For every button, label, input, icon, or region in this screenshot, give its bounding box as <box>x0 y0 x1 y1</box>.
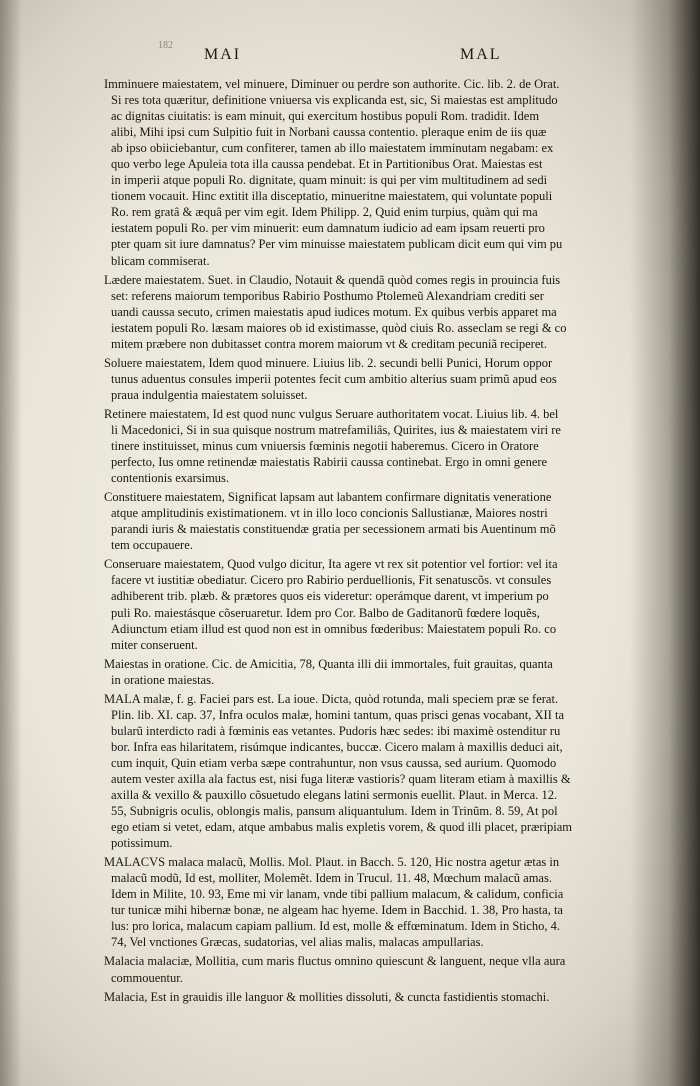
dictionary-entry-soluere <box>104 355 639 403</box>
entry-line: facere vt iustitiæ obediatur. Cicero pro Rabirio perduellionis, Fit senatuscõs. vt consules <box>111 573 552 588</box>
entry-line: atque amplitudinis existimationem. vt in illo loco concionis Sallustianæ, Maiores nostri <box>111 506 548 521</box>
entry-line: uandi caussa secuto, crimen maiestatis apud iudices motum. Ex quibus verbis apparet ma <box>111 304 557 319</box>
entry-line: li Macedonici, Si in sua quisque nostrum matrefamiliâs, Quirites, ius & maiestatem viri re <box>111 422 561 437</box>
entry-line: malacũ modũ, Id est, molliter, Molemẽt. Idem in Trucul. 11. 48, Mœchum malacũ amas. <box>111 871 552 886</box>
entry-line: Malacia, Est in grauidis ille languor & mollities dissoluti, & cuncta fastidientis stomachi. <box>104 989 550 1004</box>
entry-line: Ro. rem gratâ & æquâ per vim egit. Idem Philipp. 2, Quid enim turpius, quàm qui ma <box>111 205 538 220</box>
entry-line: Maiestas in oratione. Cic. de Amicitia, 78, Quanta illi dii immortales, fuit grauitas, quanta <box>104 656 553 671</box>
entry-line: perfecto, Ius omne retinendæ maiestatis Rabirii caussa continebat. Ergo in omni genere <box>111 455 548 470</box>
entry-line: in oratione maiestas. <box>111 672 215 687</box>
dictionary-entry-mala <box>104 691 639 851</box>
entry-line: ac dignitas ciuitatis: is eam minuit, qui exercitum hostibus populi Rom. tradidit. Idem <box>111 109 540 124</box>
entry-line: tur tunicæ mihi hibernæ bonæ, ne algeam hac hyeme. Idem in Bacchid. 1. 38, Pro hasta, ta <box>111 903 563 918</box>
entry-line: MALA malæ, f. g. Faciei pars est. La ioue. Dicta, quòd rotunda, mali speciem præ se ferat. <box>104 691 559 706</box>
entry-line: MALACVS malaca malacũ, Mollis. Mol. Plaut. in Bacch. 5. 120, Hic nostra agetur ætas in <box>104 855 560 870</box>
entry-line: tunus aduentus consules imperii potentes fecit cum ambitio alterius suam primũ apud eos <box>111 371 557 386</box>
dictionary-entry-laedere <box>104 272 639 352</box>
entry-line: quo verbo lege Apuleia tota illa caussa pendebat. Et in Partitionibus Orat. Maiestas est <box>111 157 543 172</box>
entry-line: tem occupauere. <box>111 538 193 553</box>
binding-gutter-shadow <box>630 0 700 1086</box>
entry-line: Plin. lib. XI. cap. 37, Infra oculos malæ, homini tantum, quas prisci genas vocabant, XII ta <box>111 707 565 722</box>
dictionary-entry-malacia-2 <box>104 989 639 1005</box>
entry-line: Soluere maiestatem, Idem quod minuere. Liuius lib. 2. secundi belli Punici, Horum oppor <box>104 355 553 370</box>
page-edge-shadow <box>0 0 22 1086</box>
entry-line: potissimum. <box>111 836 173 851</box>
entry-line: 55, Subnigris oculis, oblongis malis, pansum aliquantulum. Idem in Trinũm. 8. 59, At pol <box>111 804 558 819</box>
dictionary-entry-retinere <box>104 406 639 486</box>
dictionary-entry-conseruare <box>104 556 639 652</box>
dictionary-entry-malacus <box>104 854 639 950</box>
entry-line: Si res tota quæritur, definitione vniuersa vis explicanda est, sic, Si maiestas est amplitudo <box>111 93 558 108</box>
entry-line: mitem præbere non dubitasset contra morem maiorum vt & creditam pecuniã reciperet. <box>111 336 547 351</box>
dictionary-entry-imminuere <box>104 76 639 269</box>
entry-line: puli Ro. maiestásque cõseruaretur. Idem pro Cor. Balbo de Gaditanorũ fœdere loquẽs, <box>111 605 540 620</box>
header-left-word: MAI <box>204 46 242 63</box>
entry-line: cum inquit, Quin etiam verba sæpe contrahuntur, non vsus caussa, sed aurium. Quomodo <box>111 755 557 770</box>
entry-line: in imperii atque populi Ro. dignitate, quam minuit: is qui per vim multitudinem ad sedi <box>111 173 548 188</box>
entry-line: bularũ interdicto radi à fœminis eas vetantes. Pudoris hæc sedes: ibi maximè ostenditur ru <box>111 723 561 738</box>
entry-line: tionem vocauit. Hinc extitit illa disceptatio, minueritne maiestatem, qui voluntate populi <box>111 189 553 204</box>
entry-line: Adiunctum etiam illud est quod non est in omnibus fœderibus: Maiestatem populi Ro. co <box>111 621 557 636</box>
entry-line: lus: pro lorica, malacum capiam pallium. Id est, molle & effœminatum. Idem in Sticho, 4. <box>111 919 560 934</box>
entry-line: pter quam sit iure damnatus? Per vim minuisse maiestatem publicam dicit eum qui vim pu <box>111 237 563 252</box>
entry-line: alibi, Mihi ipsi cum Sulpitio fuit in Norbani caussa contentio. pleraque enim de iis quæ <box>111 125 547 140</box>
entry-line: adhiberent trib. plæb. & prætores quos eis videretur: operámque darent, vt imperium po <box>111 589 549 604</box>
running-header <box>100 46 630 66</box>
entry-line: commouentur. <box>111 970 183 985</box>
entry-line: Lædere maiestatem. Suet. in Claudio, Notauit & quendã quòd comes regis in prouincia fuis <box>104 272 561 287</box>
entry-line: blicam commiserat. <box>111 253 210 268</box>
entry-line: iestatem populi Ro. per vim minuerit: eum damnatum iudicio ad eam ipsam reuerti pro <box>111 221 545 236</box>
page-number: 182 <box>158 40 173 51</box>
entry-line: Idem in Milite, 10. 93, Eme mi vir lanam, vnde tibi pallium malacum, & calidum, conficia <box>111 887 564 902</box>
entry-line: tinere instituisset, minus cum vniuersis fœminis negotii haberemus. Cicero in Oratore <box>111 439 539 454</box>
entry-line: Constituere maiestatem, Significat lapsam aut labantem confirmare dignitatis veneratione <box>104 490 552 505</box>
dictionary-body <box>104 76 639 1005</box>
header-right-word: MAL <box>460 46 502 63</box>
entry-line: ab ipso obiiciebantur, cum confiterer, tamen ab illo maiestatem imminutam negabam: ex <box>111 141 554 156</box>
entry-line: axilla & vexillo & pauxillo cõsuetudo elegans latini sermonis euellit. Plaut. in Merca. 12. <box>111 788 558 803</box>
entry-line: 74, Vel vnctiones Græcas, sudatorias, vel alias malis, malacas ampullarias. <box>111 935 484 950</box>
entry-line: bor. Infra eas hilaritatem, risúmque indicantes, buccæ. Cicero malam à maxillis deduci ait, <box>111 739 563 754</box>
dictionary-entry-malacia <box>104 953 639 985</box>
entry-line: Retinere maiestatem, Id est quod nunc vulgus Seruare authoritatem vocat. Liuius lib. 4. bel <box>104 406 559 421</box>
dictionary-entry-constituere <box>104 489 639 553</box>
entry-line: autem vester axilla ala factus est, nisi fuga literæ vastioris? quam literam etiam à maxillis & <box>111 771 571 786</box>
entry-line: iestatem populi Ro. læsam maiores ob id existimasse, quòd ciuis Ro. asseclam se regi & co <box>111 320 567 335</box>
entry-line: Imminuere maiestatem, vel minuere, Diminuer ou perdre son authorite. Cic. lib. 2. de Orat. <box>104 77 560 91</box>
entry-line: praua indulgentia maiestatem soluisset. <box>111 387 308 402</box>
entry-line: Malacia malaciæ, Mollitia, cum maris fluctus omnino quiescunt & languent, neque vlla aura <box>104 954 566 969</box>
entry-line: contentionis exarsimus. <box>111 471 230 486</box>
entry-line: ego etiam si vetet, edam, atque ambabus malis expletis vorem, & quod illi placet, præripiam <box>111 820 572 835</box>
entry-line: Conseruare maiestatem, Quod vulgo dicitur, Ita agere vt rex sit potentior vel fortior: vel ita <box>104 557 558 572</box>
dictionary-entry-maiestas-oratione <box>104 656 639 688</box>
entry-line: miter conseruent. <box>111 637 198 652</box>
entry-line: set: referens maiorum temporibus Rabirio Posthumo Ptolemeũ Alexandriam crediti ser <box>111 288 544 303</box>
entry-line: parandi iuris & maiestatis constituendæ gratia per secessionem armati bis Auentinum mõ <box>111 522 556 537</box>
